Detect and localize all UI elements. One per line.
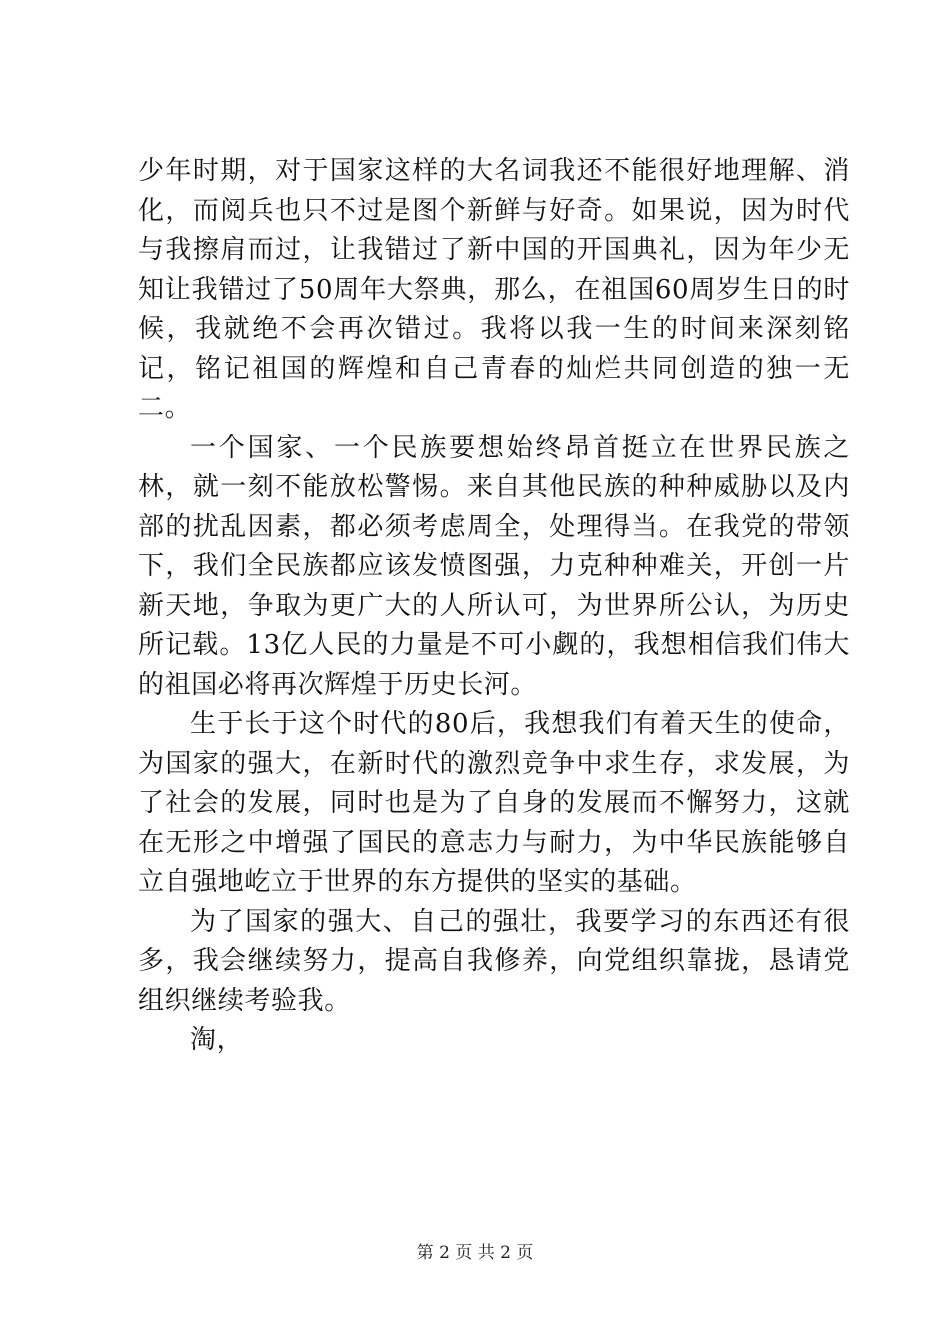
paragraph-national-vigilance: 一个国家、一个民族要想始终昂首挺立在世界民族之林，就一刻不能放松警惕。来自其他民族的种种威胁以及内部的扰乱因素，都必须考虑周全，处理得当。在我党的带领下，我们全民族都应该发愤图强，力克种种难关，开创一片新天地，争取为更广大的人所认可，为世界所公认，为历史所记载。13亿人民的力量是不可小觑的，我想相信我们伟大的祖国必将再次辉煌于历史长河。 (138, 432, 850, 700)
page-number-footer: 第 2 页 共 2 页 (416, 1243, 534, 1263)
paragraph-trailing-fragment: 淘， (190, 1025, 244, 1055)
document-body (138, 152, 850, 1061)
paragraph-generation-mission: 生于长于这个时代的80后，我想我们有着天生的使命，为国家的强大，在新时代的激烈竞争中求生存，求发展，为了社会的发展，同时也是为了自身的发展而不懈努力，这就在无形之中增强了国民的意志力与耐力，为中华民族能够自立自强地屹立于世界的东方提供的坚实的基础。 (138, 709, 850, 897)
paragraph-childhood-memory: 少年时期，对于国家这样的大名词我还不能很好地理解、消化，而阅兵也只不过是图个新鲜与好奇。如果说，因为时代与我擦肩而过，让我错过了新中国的开国典礼，因为年少无知让我错过了50周年大祭典，那么，在祖国60周岁生日的时候，我就绝不会再次错过。我将以我一生的时间来深刻铭记，铭记祖国的辉煌和自己青春的灿烂共同创造的独一无二。 (138, 156, 850, 423)
paragraph-personal-pledge: 为了国家的强大、自己的强壮，我要学习的东西还有很多，我会继续努力，提高自我修养，向党组织靠拢，恳请党组织继续考验我。 (138, 906, 850, 1016)
